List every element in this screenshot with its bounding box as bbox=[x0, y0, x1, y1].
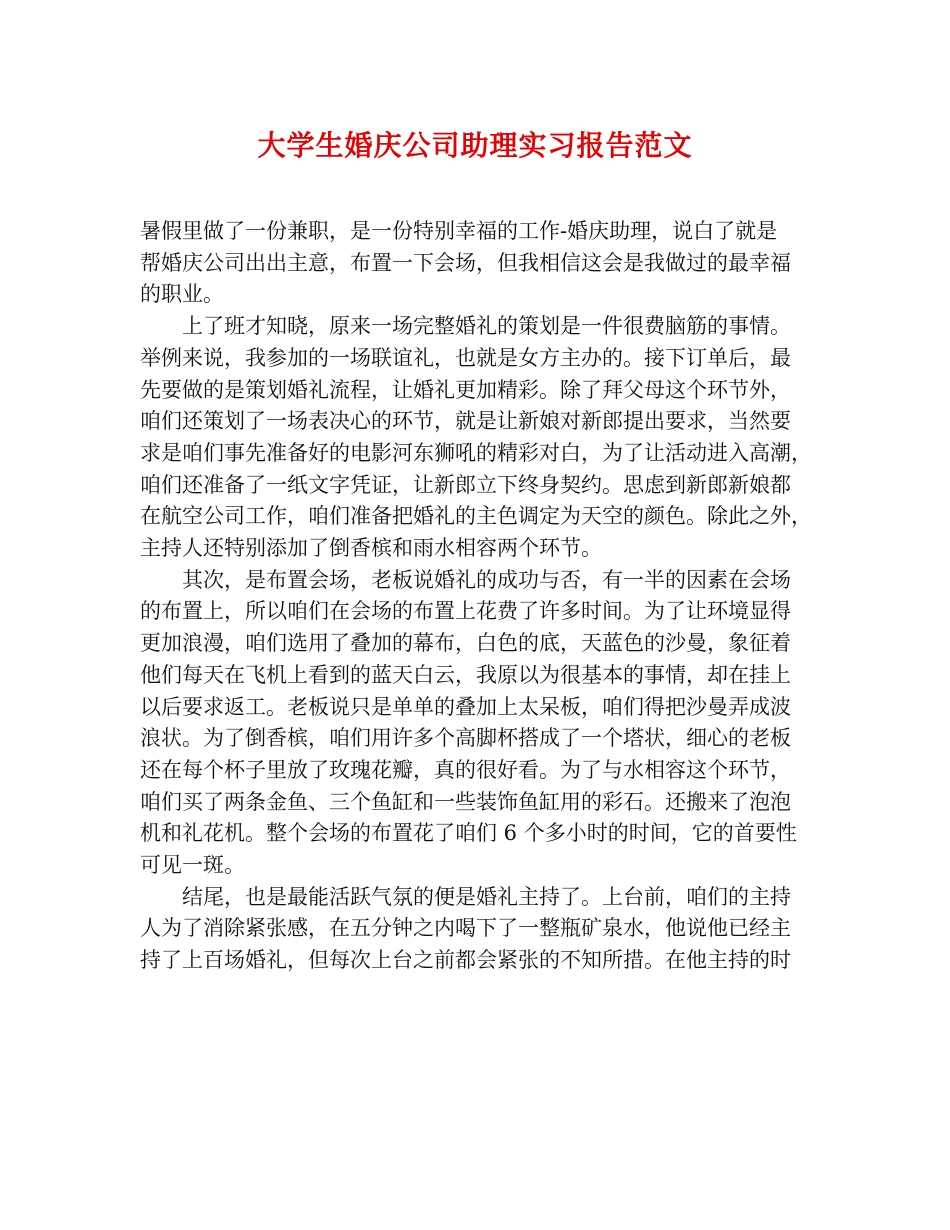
paragraph-4 bbox=[140, 882, 812, 914]
text-line: 浪状。为了倒香槟，咱们用许多个高脚杯搭成了一个塔状，细心的老板 bbox=[140, 726, 791, 751]
text-line: 举例来说，我参加的一场联谊礼，也就是女方主办的。接下订单后，最 bbox=[140, 345, 791, 370]
text-line: 持了上百场婚礼，但每次上台之前都会紧张的不知所措。在他主持的时 bbox=[140, 948, 791, 973]
text-line: 其次，是布置会场，老板说婚礼的成功与否，有一半的因素在会场 bbox=[182, 567, 791, 592]
paragraph-3 bbox=[140, 565, 812, 597]
text-line: 咱们还准备了一纸文字凭证，让新郎立下终身契约。思虑到新郎新娘都 bbox=[140, 472, 791, 497]
text-line: 人为了消除紧张感，在五分钟之内喝下了一整瓶矿泉水，他说他已经主 bbox=[140, 916, 791, 941]
paragraph-3-continued bbox=[140, 596, 812, 881]
text-line: 还在每个杯子里放了玫瑰花瓣，真的很好看。为了与水相容这个环节， bbox=[140, 757, 791, 782]
text-line: 暑假里做了一份兼职，是一份特别幸福的工作-婚庆助理，说白了就是 bbox=[140, 219, 778, 243]
text-line: 咱们还策划了一场表决心的环节，就是让新娘对新郎提出要求，当然要 bbox=[140, 409, 791, 434]
paragraph-2-continued bbox=[140, 343, 812, 565]
text-line: 上了班才知晓，原来一场完整婚礼的策划是一件很费脑筋的事情。 bbox=[182, 314, 791, 339]
text-line: 机和礼花机。整个会场的布置花了咱们 6 个多小时的时间，它的首要性 bbox=[140, 821, 797, 846]
text-line: 帮婚庆公司出出主意，布置一下会场，但我相信这会是我做过的最幸福 bbox=[140, 250, 791, 275]
text-line: 的布置上，所以咱们在会场的布置上花费了许多时间。为了让环境显得 bbox=[140, 599, 791, 624]
text-line: 结尾，也是最能活跃气氛的便是婚礼主持了。上台前，咱们的主持 bbox=[182, 884, 791, 909]
document-title: 大学生婚庆公司助理实习报告范文 bbox=[257, 129, 693, 162]
text-line: 更加浪漫，咱们选用了叠加的幕布，白色的底，天蓝色的沙曼，象征着 bbox=[140, 631, 791, 656]
paragraph-1 bbox=[140, 216, 812, 311]
text-line: 他们每天在飞机上看到的蓝天白云，我原以为很基本的事情，却在挂上 bbox=[140, 662, 791, 687]
paragraph-4-continued bbox=[140, 913, 812, 976]
text-line: 的职业。 bbox=[140, 282, 224, 307]
paragraph-2 bbox=[140, 311, 812, 343]
text-line: 在航空公司工作，咱们准备把婚礼的主色调定为天空的颜色。除此之外， bbox=[140, 504, 812, 529]
document-body bbox=[140, 216, 812, 977]
text-line: 咱们买了两条金鱼、三个鱼缸和一些装饰鱼缸用的彩石。还搬来了泡泡 bbox=[140, 789, 791, 814]
text-line: 主持人还特别添加了倒香槟和雨水相容两个环节。 bbox=[140, 536, 602, 561]
text-line: 先要做的是策划婚礼流程，让婚礼更加精彩。除了拜父母这个环节外， bbox=[140, 377, 791, 402]
text-line: 求是咱们事先准备好的电影河东狮吼的精彩对白，为了让活动进入高潮， bbox=[140, 440, 812, 465]
text-line: 可见一斑。 bbox=[140, 853, 245, 878]
text-line: 以后要求返工。老板说只是单单的叠加上太呆板，咱们得把沙曼弄成波 bbox=[140, 694, 791, 719]
